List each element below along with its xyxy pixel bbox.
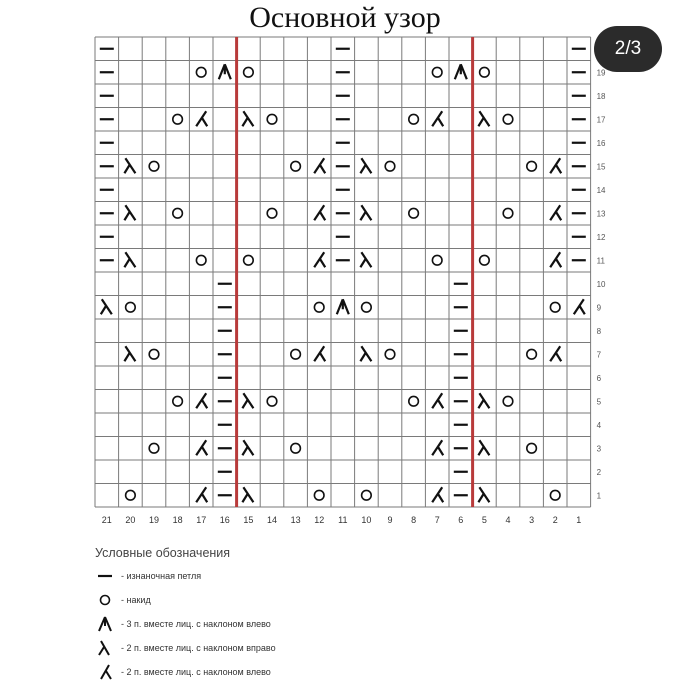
row-number-label: 19 <box>596 68 606 78</box>
k2tog-right-icon <box>432 440 443 455</box>
yarn-over-circle-icon <box>196 67 206 77</box>
legend-item-k2tog-right <box>95 636 515 660</box>
k2tog-right-icon <box>550 346 561 361</box>
yarn-over-circle-icon <box>385 161 395 171</box>
yarn-over-circle-icon <box>527 443 537 453</box>
yarn-over-circle-icon <box>267 396 277 406</box>
k2tog-left-icon <box>360 252 371 267</box>
legend-item-k3tog <box>95 612 515 636</box>
legend-item-label: - 2 п. вместе лиц. с наклоном влево <box>121 667 271 677</box>
k2tog-right-icon <box>550 205 561 220</box>
k2tog-left-icon <box>478 393 489 408</box>
k2tog-right-icon <box>550 158 561 173</box>
row-number-label: 2 <box>596 467 602 477</box>
yarn-over-circle-icon <box>432 255 442 265</box>
yarn-over-circle-icon <box>503 208 513 218</box>
page-title: Основной узор <box>249 1 441 34</box>
column-number-label: 18 <box>172 515 183 525</box>
yarn-over-circle-icon <box>503 114 513 124</box>
yarn-over-circle-icon <box>550 490 560 500</box>
legend-title: Условные обозначения <box>95 546 231 560</box>
yarn-over-circle-icon <box>314 490 324 500</box>
yarn-over-circle-icon <box>550 302 560 312</box>
row-number-label: 9 <box>596 303 602 313</box>
yarn-over-circle-icon <box>432 67 442 77</box>
yarn-over-circle-icon <box>503 396 513 406</box>
k2tog-left-icon <box>478 440 489 455</box>
k2tog-right-icon <box>432 393 443 408</box>
row-number-label: 7 <box>596 350 602 360</box>
yarn-over-circle-icon <box>291 161 301 171</box>
yarn-over-circle-icon <box>291 443 301 453</box>
yarn-over-circle-icon <box>314 302 324 312</box>
yarn-over-circle-icon <box>291 349 301 359</box>
row-number-label: 11 <box>596 256 605 266</box>
yarn-over-circle-icon <box>196 255 206 265</box>
row-number-label: 16 <box>596 138 606 148</box>
yarn-over-circle-icon <box>173 396 183 406</box>
legend-item-yarn-over <box>95 588 515 612</box>
k2tog-left-icon <box>478 487 489 502</box>
column-number-label: 21 <box>101 515 112 525</box>
column-number-label: 12 <box>314 515 325 525</box>
k2tog-left-icon <box>242 393 253 408</box>
yarn-over-circle-icon <box>362 490 372 500</box>
k2tog-left-icon <box>478 111 489 126</box>
k2tog-left-icon <box>124 252 135 267</box>
legend-item-label: - накид <box>121 595 151 605</box>
row-number-label: 15 <box>596 162 606 172</box>
row-number-label: 13 <box>596 209 606 219</box>
chart-grid <box>95 37 591 507</box>
row-number-label: 8 <box>596 326 602 336</box>
k2tog-right-icon <box>432 487 443 502</box>
k2tog-left-icon <box>360 346 371 361</box>
k2tog-right-icon <box>314 252 325 267</box>
column-number-label: 11 <box>338 515 348 525</box>
row-number-label: 18 <box>596 91 606 101</box>
column-number-label: 1 <box>576 515 582 525</box>
k2tog-left-icon <box>124 346 135 361</box>
k2tog-left-icon <box>360 205 371 220</box>
row-number-label: 10 <box>596 279 606 289</box>
legend-item-label: - изнаночная петля <box>121 571 202 581</box>
row-number-label: 1 <box>596 491 602 501</box>
yarn-over-circle-icon <box>149 349 159 359</box>
legend-item-purl <box>95 564 515 588</box>
column-number-label: 3 <box>529 515 535 525</box>
row-number-label: 4 <box>596 420 602 430</box>
k2tog-left-icon <box>101 299 112 314</box>
k2tog-right-icon <box>196 393 207 408</box>
row-number-label: 17 <box>596 115 606 125</box>
column-number-label: 15 <box>243 515 254 525</box>
yarn-over-circle-icon <box>126 490 136 500</box>
k2tog-left-icon <box>360 158 371 173</box>
yarn-over-circle-icon <box>267 114 277 124</box>
column-number-label: 5 <box>481 515 487 525</box>
k2tog-right-icon <box>196 111 207 126</box>
yarn-over-circle-icon <box>409 114 419 124</box>
column-number-label: 14 <box>266 515 278 525</box>
pager-badge[interactable]: 2/3 <box>594 26 662 72</box>
column-number-label: 16 <box>219 515 230 525</box>
k2tog-right-icon <box>550 252 561 267</box>
k3tog-left-icon <box>337 299 349 314</box>
column-number-label: 17 <box>196 515 207 525</box>
yarn-over-circle-icon <box>527 349 537 359</box>
yarn-over-circle-icon <box>409 208 419 218</box>
k3tog-left-icon <box>219 64 231 79</box>
yarn-over-circle-icon <box>267 208 277 218</box>
k3tog-left-icon <box>455 64 467 79</box>
column-number-label: 6 <box>458 515 464 525</box>
k2tog-right-icon <box>196 487 207 502</box>
k2tog-right-icon <box>314 346 325 361</box>
legend-item-k2tog-left <box>95 660 515 684</box>
k2tog-left-icon <box>242 111 253 126</box>
k2tog-right-icon <box>196 440 207 455</box>
column-number-label: 9 <box>387 515 393 525</box>
yarn-over-circle-icon <box>480 255 490 265</box>
k2tog-left-icon <box>242 487 253 502</box>
k2tog-right-icon <box>432 111 443 126</box>
column-number-label: 10 <box>361 515 372 525</box>
row-number-label: 6 <box>596 373 602 383</box>
column-number-label: 19 <box>148 515 160 525</box>
k2tog-right-icon <box>314 205 325 220</box>
yarn-over-circle-icon <box>126 302 136 312</box>
k2tog-left-icon <box>95 660 115 684</box>
legend-item-label: - 3 п. вместе лиц. с наклоном влево <box>121 619 271 629</box>
k2tog-right-icon <box>95 636 115 660</box>
legend-item-label: - 2 п. вместе лиц. с наклоном вправо <box>121 643 276 653</box>
column-number-label: 7 <box>434 515 440 525</box>
yarn-over-circle-icon <box>173 208 183 218</box>
k2tog-right-icon <box>314 158 325 173</box>
k2tog-left-icon <box>124 158 135 173</box>
row-number-label: 14 <box>596 185 606 195</box>
k2tog-left-icon <box>124 205 135 220</box>
k3tog-left-icon <box>95 612 115 636</box>
column-number-label: 20 <box>125 515 136 525</box>
yarn-over-circle-icon <box>244 255 254 265</box>
yarn-over-circle-icon <box>244 67 254 77</box>
k2tog-right-icon <box>574 299 585 314</box>
yarn-over-circle-icon <box>149 161 159 171</box>
legend <box>95 542 515 684</box>
column-number-label: 8 <box>411 515 417 525</box>
k2tog-left-icon <box>242 440 253 455</box>
yarn-over-circle-icon <box>409 396 419 406</box>
column-number-label: 13 <box>290 515 301 525</box>
yarn-over-circle-icon <box>527 161 537 171</box>
yarn-over-circle-icon <box>173 114 183 124</box>
column-number-label: 2 <box>552 515 558 525</box>
yarn-over-circle-icon <box>385 349 395 359</box>
yarn-over-circle-icon <box>480 67 490 77</box>
column-number-label: 4 <box>505 515 511 525</box>
row-number-label: 12 <box>596 232 606 242</box>
yarn-over-circle-icon <box>149 443 159 453</box>
purl-dash-icon <box>95 564 115 588</box>
yarn-over-circle-icon <box>95 588 115 612</box>
row-number-label: 5 <box>596 397 602 407</box>
row-number-label: 3 <box>596 444 602 454</box>
yarn-over-circle-icon <box>362 302 372 312</box>
